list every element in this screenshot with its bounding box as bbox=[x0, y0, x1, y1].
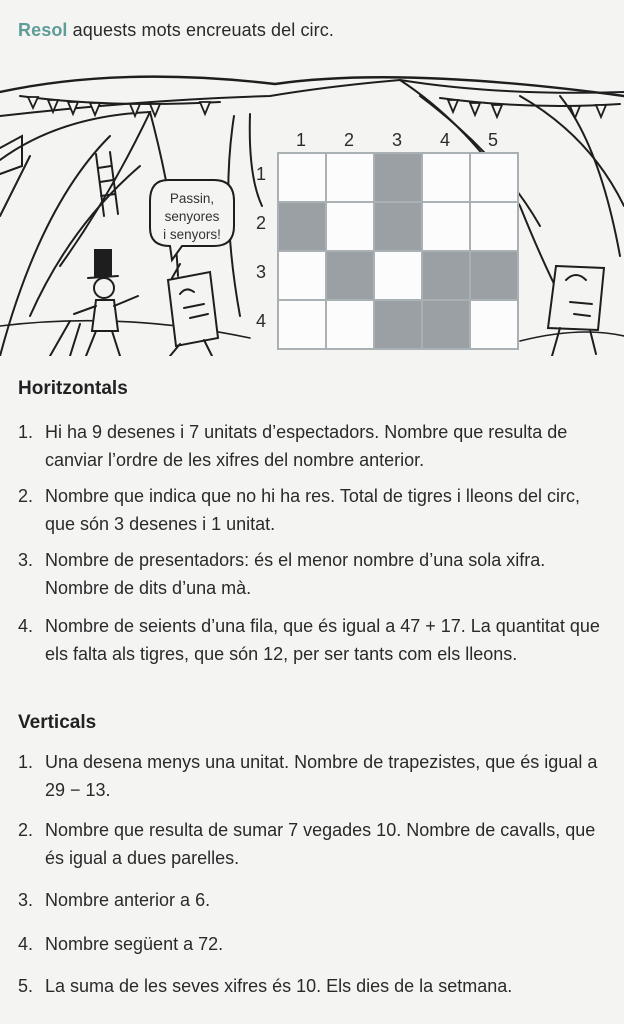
vertical-clue-2 bbox=[18, 816, 608, 872]
crossword-cell[interactable] bbox=[327, 301, 373, 348]
crossword-cell[interactable] bbox=[423, 203, 469, 250]
clue-number: 1. bbox=[18, 752, 34, 772]
column-number: 3 bbox=[391, 130, 402, 150]
horizontal-clue-3 bbox=[18, 546, 608, 602]
crossword-black-cell bbox=[279, 203, 325, 250]
clue-text: Nombre que indica que no hi ha res. Total de tigres i lleons del circ, que són 3 desenes i 1 unitat. bbox=[45, 486, 580, 534]
row-number: 4 bbox=[255, 311, 266, 331]
crossword-cell[interactable] bbox=[279, 154, 325, 201]
crossword-cell[interactable] bbox=[471, 203, 517, 250]
clue-text: La suma de les seves xifres és 10. Els dies de la setmana. bbox=[45, 976, 513, 996]
speech-bubble bbox=[152, 190, 232, 244]
column-number: 2 bbox=[343, 130, 354, 150]
crossword-cell[interactable] bbox=[423, 154, 469, 201]
row-number: 2 bbox=[255, 213, 266, 233]
clue-number: 5. bbox=[18, 976, 34, 996]
vertical-clue-5 bbox=[18, 972, 608, 1000]
horizontal-clue-4 bbox=[18, 612, 608, 668]
clue-text: Nombre de presentadors: és el menor nombre d’una sola xifra. Nombre de dits d’una mà. bbox=[45, 550, 546, 598]
clue-text: Nombre següent a 72. bbox=[45, 934, 224, 954]
crossword-cell[interactable] bbox=[279, 301, 325, 348]
crossword-cell[interactable] bbox=[471, 301, 517, 348]
instruction-lead: Resol bbox=[18, 20, 68, 40]
clue-number: 4. bbox=[18, 934, 34, 954]
horizontal-clue-2 bbox=[18, 482, 608, 538]
crossword-cell[interactable] bbox=[375, 252, 421, 299]
horizontal-clue-1 bbox=[18, 418, 608, 474]
speech-line-2: senyores bbox=[164, 209, 220, 224]
clue-text: Nombre de seients d’una fila, que és igual a 47 + 17. La quantitat que els falta als tigres, que són 12, per ser tants com els lleons. bbox=[45, 616, 600, 664]
clue-text: Nombre que resulta de sumar 7 vegades 10. Nombre de cavalls, que és igual a dues parelles. bbox=[45, 820, 596, 868]
horizontals-heading: Horitzontals bbox=[18, 378, 128, 399]
clue-number: 1. bbox=[18, 422, 34, 442]
crossword-black-cell bbox=[327, 252, 373, 299]
clue-number: 4. bbox=[18, 616, 34, 636]
clue-number: 2. bbox=[18, 820, 34, 840]
clue-text: Una desena menys una unitat. Nombre de trapezistes, que és igual a 29 − 13. bbox=[45, 752, 598, 800]
vertical-clue-1 bbox=[18, 748, 608, 804]
clue-text: Hi ha 9 desenes i 7 unitats d’espectadors. Nombre que resulta de canviar l’ordre de les xifres del nombre anterior. bbox=[45, 422, 568, 470]
crossword-cell[interactable] bbox=[471, 154, 517, 201]
vertical-clue-3 bbox=[18, 886, 608, 914]
row-number: 1 bbox=[255, 164, 266, 184]
speech-line-1: Passin, bbox=[169, 191, 215, 206]
clue-number: 2. bbox=[18, 486, 34, 506]
crossword-black-cell bbox=[375, 301, 421, 348]
crossword-black-cell bbox=[471, 252, 517, 299]
row-number: 3 bbox=[255, 262, 266, 282]
instruction-text: aquests mots encreuats del circ. bbox=[67, 20, 334, 40]
instruction bbox=[18, 20, 334, 41]
crossword-cell[interactable] bbox=[279, 252, 325, 299]
vertical-clue-4 bbox=[18, 930, 608, 958]
column-number: 4 bbox=[439, 130, 450, 150]
crossword-black-cell bbox=[375, 203, 421, 250]
speech-line-3: i senyors! bbox=[163, 227, 221, 242]
column-number: 1 bbox=[295, 130, 306, 150]
clue-number: 3. bbox=[18, 550, 34, 570]
crossword-black-cell bbox=[375, 154, 421, 201]
crossword-cell[interactable] bbox=[327, 154, 373, 201]
column-number: 5 bbox=[487, 130, 498, 150]
clue-number: 3. bbox=[18, 890, 34, 910]
crossword-black-cell bbox=[423, 252, 469, 299]
crossword-grid bbox=[277, 152, 519, 350]
crossword-black-cell bbox=[423, 301, 469, 348]
crossword-cell[interactable] bbox=[327, 203, 373, 250]
clue-text: Nombre anterior a 6. bbox=[45, 890, 211, 910]
verticals-heading: Verticals bbox=[18, 712, 97, 733]
